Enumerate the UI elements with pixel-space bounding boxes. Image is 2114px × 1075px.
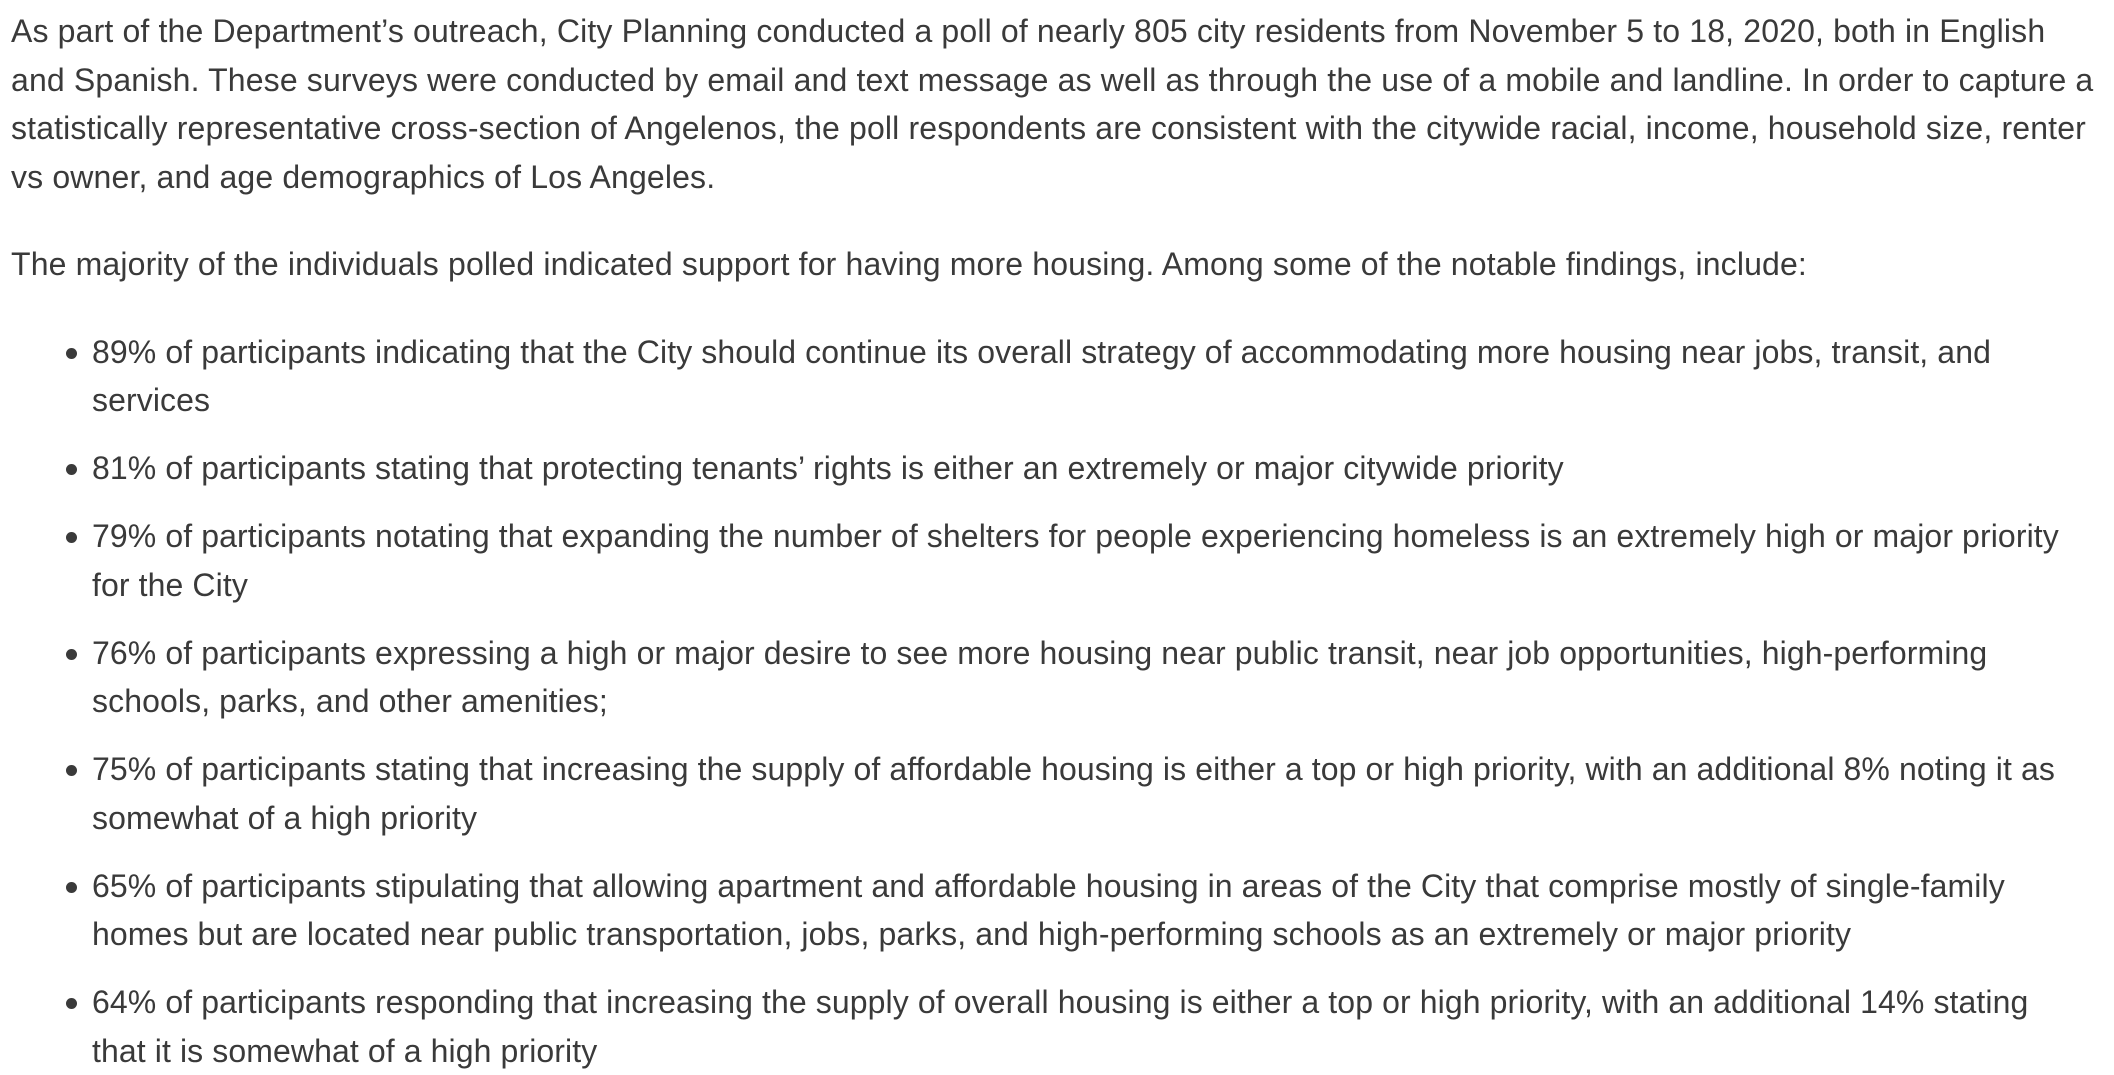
bullet-icon: [66, 998, 77, 1009]
findings-list: [11, 328, 2100, 1075]
finding-text: 89% of participants indicating that the City should continue its overall strategy of accommodating more housing near jobs, transit, and services: [92, 334, 1991, 419]
finding-item: [92, 745, 2100, 842]
finding-text: 75% of participants stating that increasing the supply of affordable housing is either a top or high priority, with an additional 8% noting it as somewhat of a high priority: [92, 751, 2055, 836]
bullet-icon: [66, 532, 77, 543]
finding-text: 81% of participants stating that protecting tenants’ rights is either an extremely or major citywide priority: [92, 450, 1564, 486]
bullet-icon: [66, 348, 77, 359]
bullet-icon: [66, 882, 77, 893]
bullet-icon: [66, 649, 77, 660]
finding-text: 76% of participants expressing a high or major desire to see more housing near public transit, near job opportunities, high-performing schools, parks, and other amenities;: [92, 635, 1987, 720]
finding-text: 64% of participants responding that increasing the supply of overall housing is either a top or high priority, with an additional 14% stating that it is somewhat of a high priority: [92, 984, 2028, 1069]
finding-item: [92, 512, 2100, 609]
finding-item: [92, 629, 2100, 726]
findings-lead-paragraph: The majority of the individuals polled indicated support for having more housing. Among some of the notable findings, include:: [11, 240, 2100, 289]
bullet-icon: [66, 464, 77, 475]
finding-item: [92, 862, 2100, 959]
finding-item: [92, 444, 2100, 493]
finding-text: 79% of participants notating that expanding the number of shelters for people experiencing homeless is an extremely high or major priority for the City: [92, 518, 2059, 603]
finding-item: [92, 978, 2100, 1075]
finding-text: 65% of participants stipulating that allowing apartment and affordable housing in areas of the City that comprise mostly of single-family homes but are located near public transportation, jobs, parks, and high-performing schools as an extremely or major priority: [92, 868, 2005, 953]
finding-item: [92, 328, 2100, 425]
bullet-icon: [66, 765, 77, 776]
intro-paragraph: As part of the Department’s outreach, City Planning conducted a poll of nearly 805 city residents from November 5 to 18, 2020, both in English and Spanish. These surveys were conducted by email and text message as well as through the use of a mobile and landline. In order to capture a statistically representative cross-section of Angelenos, the poll respondents are consistent with the citywide racial, income, household size, renter vs owner, and age demographics of Los Angeles.: [11, 0, 2100, 201]
